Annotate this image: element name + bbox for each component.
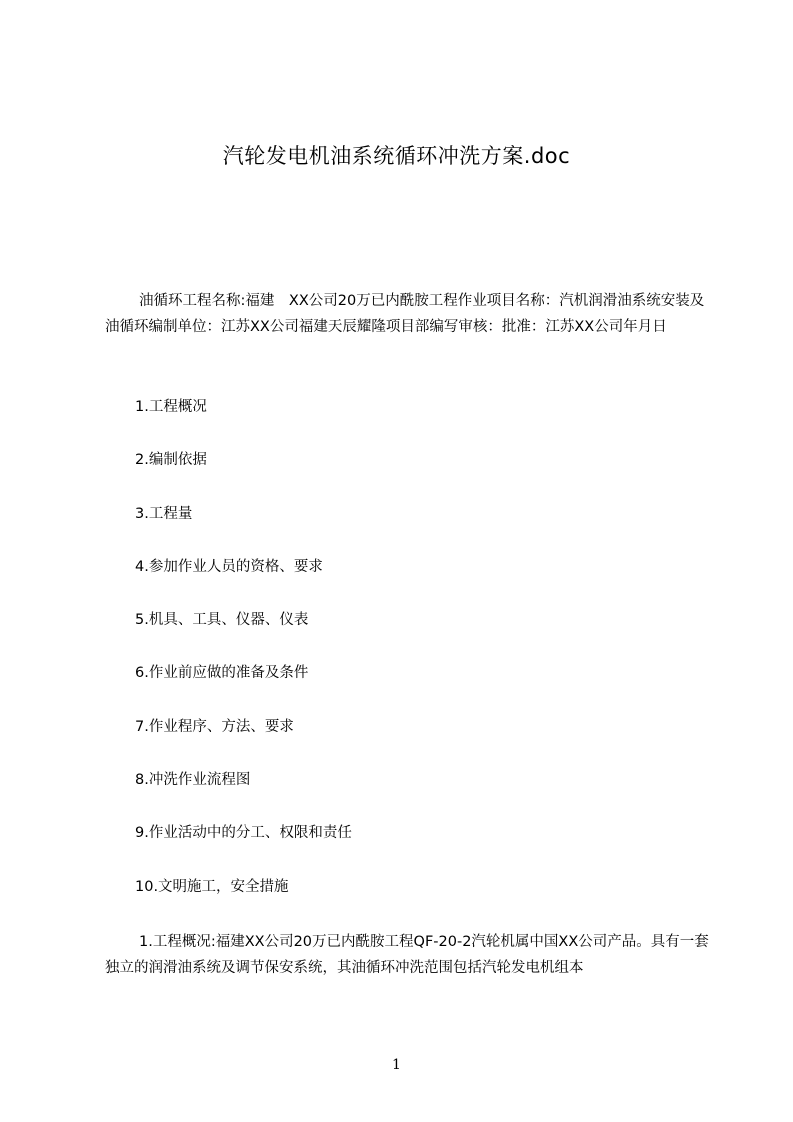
toc-item: 9.作业活动中的分工、权限和责任 bbox=[135, 825, 352, 842]
toc-item: 4.参加作业人员的资格、要求 bbox=[135, 558, 323, 575]
page-number: 1 bbox=[392, 1057, 401, 1073]
toc-item: 1.工程概况 bbox=[135, 399, 207, 415]
toc-item: 2.编制依据 bbox=[135, 452, 207, 469]
toc-item: 10.文明施工，安全措施 bbox=[135, 878, 289, 895]
toc-item: 6.作业前应做的准备及条件 bbox=[135, 665, 309, 682]
body-paragraph: 1.工程概况:福建XX公司20万已内酰胺工程QF-20-2汽轮机属中国XX公司产品。具有一套独立的润滑油系统及调节保安系统，其油循环冲洗范围包括汽轮发电机组本 bbox=[105, 934, 709, 976]
toc-item: 3.工程量 bbox=[135, 505, 193, 522]
intro-paragraph: 油循环工程名称:福建 XX公司20万已内酰胺工程作业项目名称：汽机润滑油系统安装及油循环编制单位：江苏XX公司福建天辰耀隆项目部编写审核：批准：江苏XX公司年月日 bbox=[105, 293, 705, 335]
document-title: 汽轮发电机油系统循环冲洗方案.doc bbox=[222, 144, 571, 168]
toc-item: 8.冲洗作业流程图 bbox=[135, 772, 251, 789]
table-of-contents bbox=[135, 396, 352, 929]
toc-item: 7.作业程序、方法、要求 bbox=[135, 718, 294, 735]
toc-item: 5.机具、工具、仪器、仪表 bbox=[135, 612, 309, 629]
